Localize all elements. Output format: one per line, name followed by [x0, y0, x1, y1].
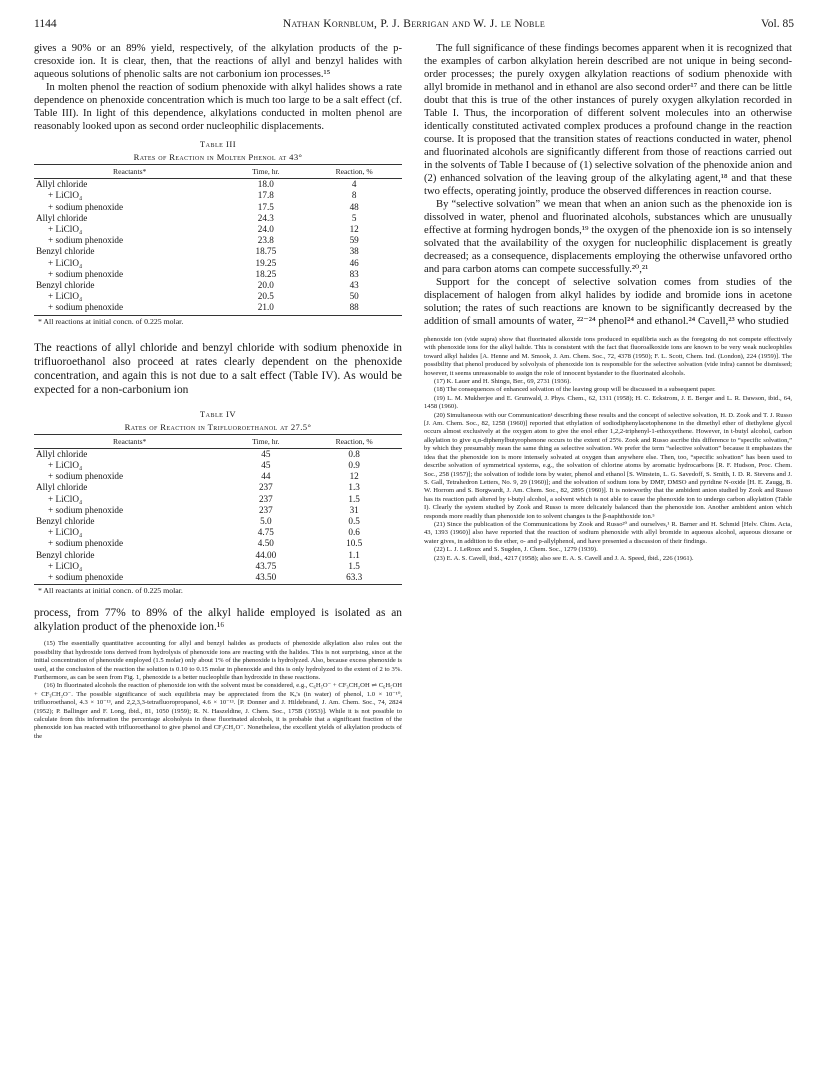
- reaction-percent-cell: 88: [306, 302, 402, 315]
- reaction-percent-cell: 1.5: [348, 493, 360, 504]
- table-title: Rates of Reaction in Molten Phenol at 43°: [133, 152, 303, 162]
- table-body: [34, 179, 402, 315]
- time-cell: 43.50: [225, 572, 306, 585]
- paragraph: The full significance of these findings becomes apparent when it is recognized that the examples of carbon alkylation herein described are not unique in being second-order processes; the purely oxygen alkylation reactions of sodium phenoxide with allyl bromide in methanol and in ethanol are also second order¹⁷ and there can be little doubt that this is true of the other instances of purely oxygen alkylation recorded in Table I. Thus, the incorporation of different solvent molecules into an otherwise identically constituted activated complex produces a profound change in the reaction course. It is proposed that the transition states of reactions conducted in water, phenol and fluorinated alcohols are significantly different from those of reactions carried out in the solvents of Table I because of (1) selective solvation of the phenoxide anion and (2) enhanced solvation of the leaving group of the alkylating agent,¹⁸ and that these two effects, operating jointly, produce the observed differences in reaction course.: [424, 43, 792, 197]
- table-row: [34, 179, 402, 191]
- table-header-row: [34, 434, 402, 448]
- time-cell: 17.5: [257, 201, 274, 212]
- reactant-cell: + sodium phenoxide: [34, 302, 225, 315]
- time-cell: 4.50: [257, 538, 274, 549]
- paragraph: Support for the concept of selective solvation comes from studies of the displacement of halogen from alkyl halides by iodide and bromide ions in acetone solution; the rates of such reactions are known to be significantly decreased by the addition of small amounts of water, ²²⁻²⁴ phenol²⁴ and ethanol.²⁴ Cavell,²³ who studied: [424, 277, 792, 327]
- footnote-15: (15) The essentially quantitative accounting for allyl and benzyl halides as products of phenoxide alkylation also rules out the possibility that hydroxide ions derived from hydrolysis of phenoxide ions are reacting with the halides. This is not surprising, since at the initial concentration of phenoxide employed (1.5 molar) only about 1% of the phenoxide is hydrolyzed. Also, because excess phenoxide is used, at the conclusion of the reaction the solution is 0.10 to 0.15 molar in phenoxide and this is only hydrolyzed to the extent of 2 to 3%. Furthermore, as can be seen from Fig. 1, phenoxide is a better nucleophile than hydroxide in these reactions.: [34, 640, 402, 681]
- column-header: Reactants*: [34, 165, 225, 179]
- footnote-23: (23) E. A. S. Cavell, ibid., 4217 (1958); also see E. A. S. Cavell and J. A. Speed, ibid., 226 (1961).: [434, 554, 694, 562]
- time-cell: 45: [261, 448, 271, 459]
- reactant-cell: + sodium phenoxide: [48, 504, 124, 515]
- table-iv: [34, 434, 402, 586]
- reaction-percent-cell: 59: [349, 235, 359, 246]
- reactant-cell: + sodium phenoxide: [48, 235, 124, 246]
- table-row: [34, 291, 402, 302]
- paragraph: In molten phenol the reaction of sodium phenoxide with alkyl halides shows a rate dependence on phenoxide concentration which is much too large to be a salt effect (cf. Table III). In light of this dependence, alkylations conducted in molten phenol are reasonably looked upon as second order nucleophilic displacements.: [34, 82, 402, 132]
- table-title: Rates of Reaction in Trifluoroethanol at 27.5°: [124, 421, 312, 432]
- table-row: [34, 448, 402, 460]
- reaction-percent-cell: 10.5: [346, 538, 363, 549]
- footnote-17: (17) K. Lauer and H. Shingu, Ber., 69, 2731 (1936).: [434, 378, 571, 386]
- footnote-16-continued: phenoxide ion (vide supra) show that fluorinated alkoxide ions produced in equilibria such as the foregoing do not compete effectively with phenoxide ions for the alkyl halide. This is consistent with the fact that fluoroalkoxide ions are known to be very weak nucleophiles toward alkyl halides [A. Henne and M. Smook, J. Am. Chem. Soc., 72, 4378 (1950); F. L. Scott, Chem. Ind. (London), 224 (1959)]. The possibility that phenol produced by solvolysis of phenoxide ion is responsible for the selective solvation (vide infra) cannot be dismissed; however, it seems unreasonable to assign the role of innocent bystander to the fluorinated alcohols.: [424, 336, 792, 377]
- column-header: Reaction, %: [306, 165, 402, 179]
- reactant-cell: Allyl chloride: [36, 179, 88, 190]
- reactant-cell: + LiClO₄: [48, 291, 83, 302]
- reactant-cell: + sodium phenoxide: [48, 471, 124, 482]
- paragraph: By “selective solvation” we mean that when an anion such as the phenoxide ion is dissolved in water, phenol and fluorinated alcohols, substances which are unusually effective at forming hydrogen bonds,¹⁹ the oxygen of the phenoxide ion is so intensely solvated that the availability of the oxygen for nucleophilic displacement is greatly decreased; as a consequence, displacements employing the otherwise unfavored ortho and para carbon atoms can compete successfully.²⁰,²¹: [424, 199, 792, 275]
- table-row: [34, 471, 402, 482]
- time-cell: 237: [258, 504, 273, 515]
- table-row: [34, 550, 402, 561]
- time-cell: 24.3: [257, 212, 274, 223]
- table-row: [34, 269, 402, 280]
- reactant-cell: Allyl chloride: [36, 212, 88, 223]
- footnote-21: (21) Since the publication of the Communications by Zook and Russo²⁰ and ourselves,¹ R. Barner and H. Schmid [Helv. Chim. Acta, 43, 1393 (1960)] also have reported that the reaction of sodium phenoxide with allyl bromide in aqueous alcohol, aqueous dioxane or water gives, in addition to the ether, o- and p-allylphenol, and have presented a discussion of their findings.: [424, 520, 792, 545]
- left-column: [34, 42, 402, 741]
- column-header: Reactants*: [34, 434, 225, 448]
- reactant-cell: + LiClO₄: [48, 527, 83, 538]
- time-cell: 24.0: [257, 224, 274, 235]
- reaction-percent-cell: 1.5: [348, 560, 360, 571]
- paragraph: gives a 90% or an 89% yield, respectively, of the alkylation products of the p-cresoxide ion. It is clear, then, that the reactions of allyl and benzyl halides with aqueous solutions of phenolic salts are not carbonium ion processes.¹⁵: [34, 43, 402, 80]
- table-row: [34, 505, 402, 516]
- table-row: [34, 527, 402, 538]
- volume-number: Vol. 85: [760, 18, 794, 30]
- time-cell: 45: [261, 460, 271, 471]
- column-header: Time, hr.: [225, 434, 306, 448]
- time-cell: 43.75: [255, 560, 277, 571]
- table-note: * All reactions at initial concn. of 0.225 molar.: [38, 316, 184, 326]
- footnote-16: (16) In fluorinated alcohols the reaction of phenoxide ion with the solvent must be considered, e.g., C₆H₅O⁻ + CF₃CH₂OH ⇌ C₆H₅OH + CF₃CH₂O⁻. The possible significance of such equilibria may be appreciated from the Kₐ's (in water) of phenol, 1.0 × 10⁻¹⁰, trifluoroethanol, 4.3 × 10⁻¹³, and 2,2,3,3-tetrafluoropropanol, 4.6 × 10⁻¹³. [P. Donner and J. Hildebrand, J. Am. Chem. Soc., 74, 2824 (1952); P. Ballinger and F. Long, ibid., 81, 1050 (1959); R. N. Haszeldine, J. Chem. Soc., 175B (1953)]. While it is not possible to calculate from this information the percentage alcoholysis in these fluorinated alcohols, it is probable that a significant fraction of the phenoxide ion has reacted with trifluoroethanol to give phenol and CF₃CH₂O⁻. Nonetheless, the excellent yields of alkylation products of the: [34, 682, 402, 740]
- reactant-cell: Benzyl chloride: [36, 246, 95, 257]
- table-row: [34, 224, 402, 235]
- reaction-percent-cell: 4: [351, 179, 357, 190]
- footnote-19: (19) L. M. Mukherjee and E. Grunwald, J. Phys. Chem., 62, 1311 (1958); H. C. Eckstrom, J. E. Berger and L. R. Dawson, ibid., 64, 1458 (1960).: [424, 394, 792, 411]
- table-caption: Table III: [199, 139, 237, 149]
- reactant-cell: + sodium phenoxide: [34, 572, 225, 585]
- time-cell: 237: [258, 493, 273, 504]
- table-row: [34, 202, 402, 213]
- table-row: [34, 561, 402, 572]
- table-caption: Table IV: [199, 408, 237, 419]
- reaction-percent-cell: 31: [349, 504, 359, 515]
- table-row: [34, 494, 402, 505]
- footnote-22: (22) L. J. LeRoux and S. Sugden, J. Chem. Soc., 1279 (1939).: [434, 546, 598, 554]
- running-header: [34, 18, 794, 34]
- journal-page: [34, 18, 794, 1058]
- time-cell: 23.8: [257, 235, 274, 246]
- column-header: Reaction, %: [306, 434, 402, 448]
- right-column: [424, 42, 792, 563]
- reaction-percent-cell: 8: [351, 190, 357, 201]
- time-cell: 17.8: [257, 190, 274, 201]
- time-cell: 4.75: [257, 527, 274, 538]
- table-row: [34, 516, 402, 527]
- time-cell: 18.75: [255, 246, 277, 257]
- table-row: [34, 460, 402, 471]
- time-cell: 44.00: [255, 549, 277, 560]
- reaction-percent-cell: 12: [349, 471, 359, 482]
- column-header: Time, hr.: [225, 165, 306, 179]
- footnote-18: (18) The consequences of enhanced solvation of the leaving group will be discussed in a subsequent paper.: [434, 386, 716, 394]
- table-row: [34, 538, 402, 549]
- page-number: 1144: [34, 18, 57, 30]
- reaction-percent-cell: 48: [349, 201, 359, 212]
- reaction-percent-cell: 0.5: [348, 516, 360, 527]
- reactant-cell: + LiClO₄: [48, 493, 83, 504]
- reactant-cell: + LiClO₄: [48, 190, 83, 201]
- paragraph: process, from 77% to 89% of the alkyl halide employed is isolated as an alkylation product of the phenoxide ion.¹⁶: [34, 607, 402, 634]
- reaction-percent-cell: 63.3: [306, 572, 402, 585]
- reactant-cell: Benzyl chloride: [36, 549, 95, 560]
- reaction-percent-cell: 50: [349, 291, 359, 302]
- time-cell: 20.0: [257, 280, 274, 291]
- time-cell: 44: [261, 471, 271, 482]
- reaction-percent-cell: 83: [349, 268, 359, 279]
- time-cell: 18.0: [257, 179, 274, 190]
- reactant-cell: + LiClO₄: [48, 460, 83, 471]
- reactant-cell: + sodium phenoxide: [48, 538, 124, 549]
- reactant-cell: + LiClO₄: [48, 224, 83, 235]
- time-cell: 237: [258, 482, 273, 493]
- reaction-percent-cell: 1.3: [348, 482, 360, 493]
- paragraph: The reactions of allyl chloride and benzyl chloride with sodium phenoxide in trifluoroethanol also proceed at rates clearly dependent on the phenoxide concentration, and again this is not due to a salt effect (Table IV). As would be expected for a non-carbonium ion: [34, 341, 402, 396]
- time-cell: 19.25: [255, 257, 277, 268]
- reactant-cell: + sodium phenoxide: [48, 201, 124, 212]
- footnote-20: (20) Simultaneous with our Communication¹ describing these results and the concept of selective solvation, H. D. Zook and T. J. Russo [J. Am. Chem. Soc., 82, 1258 (1960)] reported that ethylation of sodiodiphenylacetophenone in the dimethyl ether of diethylene glycol occurs almost exclusively at the oxygen atom to give the enol ether 1,2,2-triphenyl-1-ethoxyethene. However, in t-butyl alcohol, carbon alkylation to give α,α-diphenylbutyrophenone occurs to the extent of 25%. Zook and Russo ascribe this difference to “specific solvation,” by which they presumably mean the same thing as selective solvation. We prefer the term “selective solvation” because it emphasizes the idea that the phenoxide ion is more intensely solvated at oxygen than anywhere else. Then, too, “specific solvation” has been used to describe solvation of symmetrical systems, e.g., the solvation of chlorine atoms by aromatic hydrocarbons [R. F. Hudson, Proc. Chem. Soc., 258 (1957)]; the solvation of iodide ions by water, phenol and ethanol [S. Winstein, L. G. Savedoff, S. Smith, I. D. R. Stevens and J. S. Gall, Tetrahedron Letters, No. 9, 29 (1960)]; and the solvation of sodium ions by DMF, DMSO and pyridine N-oxide [H. E. Zaugg, B. W. Horrom and S. Borgwardt, J. Am. Chem. Soc., 82, 2895 (1960)]. It is noteworthy that the ambident anion studied by Zook and Russo has its reaction path altered by t-butyl alcohol, a solvent which is not able to cause the phenoxide ion to undergo carbon alkylation (Table I). Clearly the system studied by Zook and Russo is more delicately balanced than the phenoxide ion. Another ambident anion which responds more readily than phenoxide ion to solvent changes is the β-naphthoxide ion.⁵: [424, 411, 792, 520]
- reaction-percent-cell: 0.8: [348, 448, 360, 459]
- reactant-cell: Benzyl chloride: [36, 280, 95, 291]
- reaction-percent-cell: 0.6: [348, 527, 360, 538]
- reaction-percent-cell: 43: [349, 280, 359, 291]
- table-row: [34, 572, 402, 585]
- table-row: [34, 302, 402, 315]
- table-row: [34, 235, 402, 246]
- reaction-percent-cell: 46: [349, 257, 359, 268]
- time-cell: 20.5: [257, 291, 274, 302]
- time-cell: 18.25: [255, 268, 277, 279]
- reactant-cell: + LiClO₄: [48, 560, 83, 571]
- table-body: [34, 448, 402, 584]
- reactant-cell: Benzyl chloride: [36, 516, 95, 527]
- table-row: [34, 482, 402, 493]
- table-row: [34, 213, 402, 224]
- table-row: [34, 246, 402, 257]
- reactant-cell: Allyl chloride: [36, 448, 88, 459]
- reaction-percent-cell: 5: [351, 212, 357, 223]
- reactant-cell: Allyl chloride: [36, 482, 88, 493]
- time-cell: 21.0: [225, 302, 306, 315]
- running-authors: Nathan Kornblum, P. J. Berrigan and W. J. le Noble: [282, 18, 546, 30]
- reaction-percent-cell: 38: [349, 246, 359, 257]
- table-row: [34, 258, 402, 269]
- reactant-cell: + sodium phenoxide: [48, 268, 124, 279]
- reaction-percent-cell: 12: [349, 224, 359, 235]
- table-note: * All reactants at initial concn. of 0.225 molar.: [38, 586, 183, 596]
- reaction-percent-cell: 1.1: [348, 549, 360, 560]
- table-header-row: [34, 165, 402, 179]
- table-row: [34, 190, 402, 201]
- reaction-percent-cell: 0.9: [348, 460, 360, 471]
- table-iii: [34, 164, 402, 316]
- time-cell: 5.0: [260, 516, 272, 527]
- table-row: [34, 280, 402, 291]
- reactant-cell: + LiClO₄: [48, 257, 83, 268]
